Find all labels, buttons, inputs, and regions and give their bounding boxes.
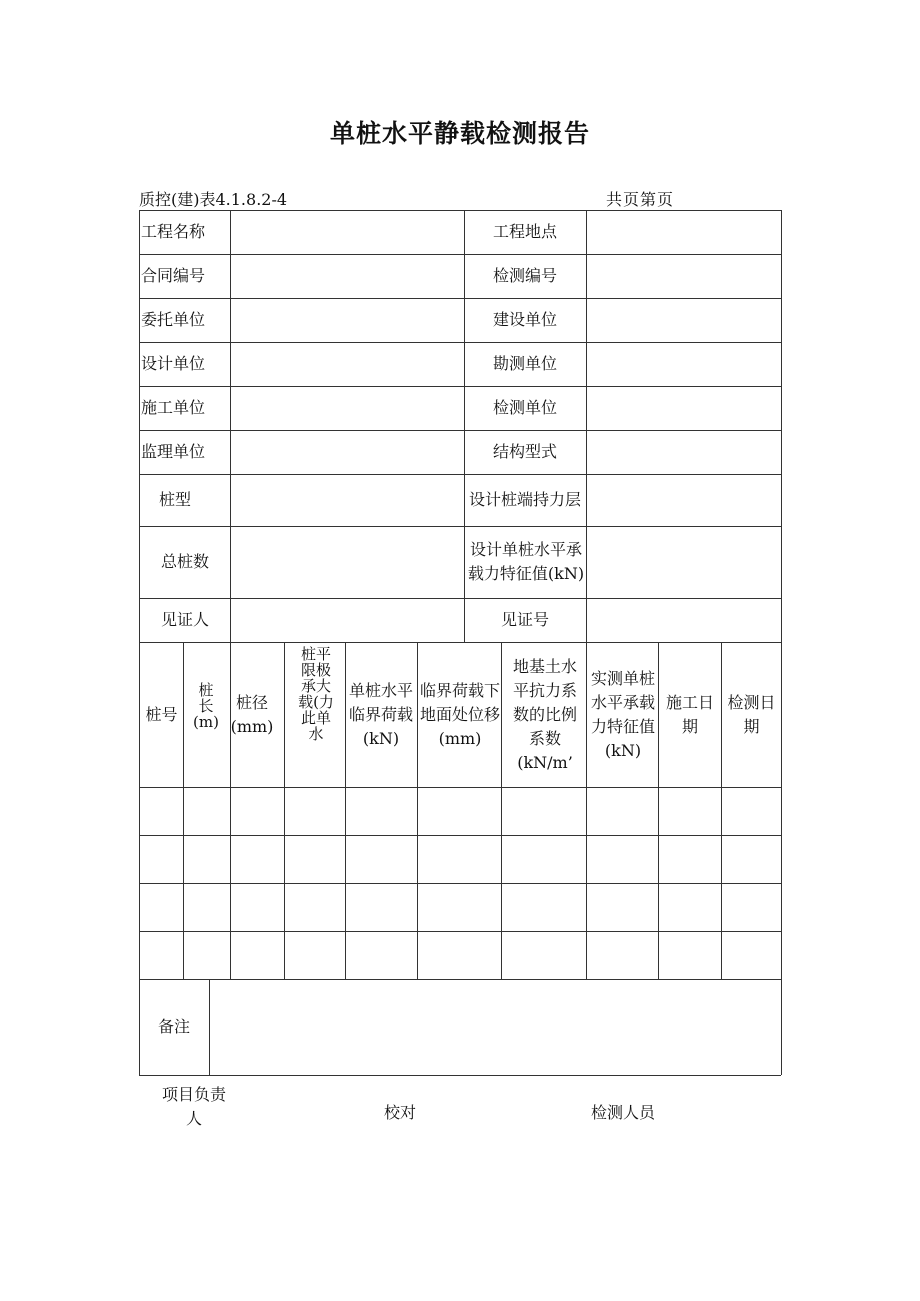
witness-number-label: 见证号 [500,610,549,629]
col-critical-load: 单桩水平临界荷载(kN) [349,680,414,748]
remarks-field[interactable] [210,980,780,1074]
supervision-unit-label: 监理单位 [141,442,206,461]
col-pile-number: 桩号 [145,704,178,724]
design-unit-label: 设计单位 [141,354,206,373]
project-name-label: 工程名称 [141,222,206,241]
page-title: 单桩水平静载检测报告 [329,119,590,148]
witness-label: 见证人 [160,610,209,629]
client-unit-label: 委托单位 [141,310,206,329]
col-critical-displacement: 临界荷载下地面处位移(mm) [420,680,501,748]
col-pile-diameter: 桩径(mm) [230,692,274,736]
form-code: 质控(建)表4.1.8.2-4 [139,190,288,209]
page-info: 共页第页 [606,190,675,209]
col-inspection-date: 检测日期 [727,692,776,736]
col-measured-capacity: 实测单桩水平承载力特征值(kN) [591,668,656,760]
remarks-label: 备注 [157,1017,190,1036]
proofread-signature-label: 校对 [383,1103,416,1122]
total-piles-label: 总桩数 [160,552,209,571]
project-lead-signature-label: 项目负责人 [161,1085,226,1128]
structure-type-label: 结构型式 [492,442,557,461]
construction-owner-label: 建设单位 [492,310,557,329]
contract-number-label: 合同编号 [141,266,206,285]
col-construction-date: 施工日期 [665,692,714,736]
col-resistance-coefficient: 地基土水平抗力系数的比例系数(kN/m’ [512,656,577,772]
testing-unit-label: 检测单位 [492,398,557,417]
contractor-unit-label: 施工单位 [141,398,206,417]
col-pile-length: 桩长(m) [193,681,219,731]
inspection-number-label: 检测编号 [492,266,557,285]
survey-unit-label: 勘测单位 [492,354,557,373]
design-bearing-stratum-label: 设计桩端持力层 [468,490,581,509]
pile-type-label: 桩型 [158,490,191,509]
inspector-signature-label: 检测人员 [590,1103,655,1122]
col-ultimate-capacity: 桩平限极承大载(力此单水 [298,645,334,743]
project-location-label: 工程地点 [492,222,557,241]
design-capacity-label: 设计单桩水平承载力特征值(kN) [467,540,585,583]
